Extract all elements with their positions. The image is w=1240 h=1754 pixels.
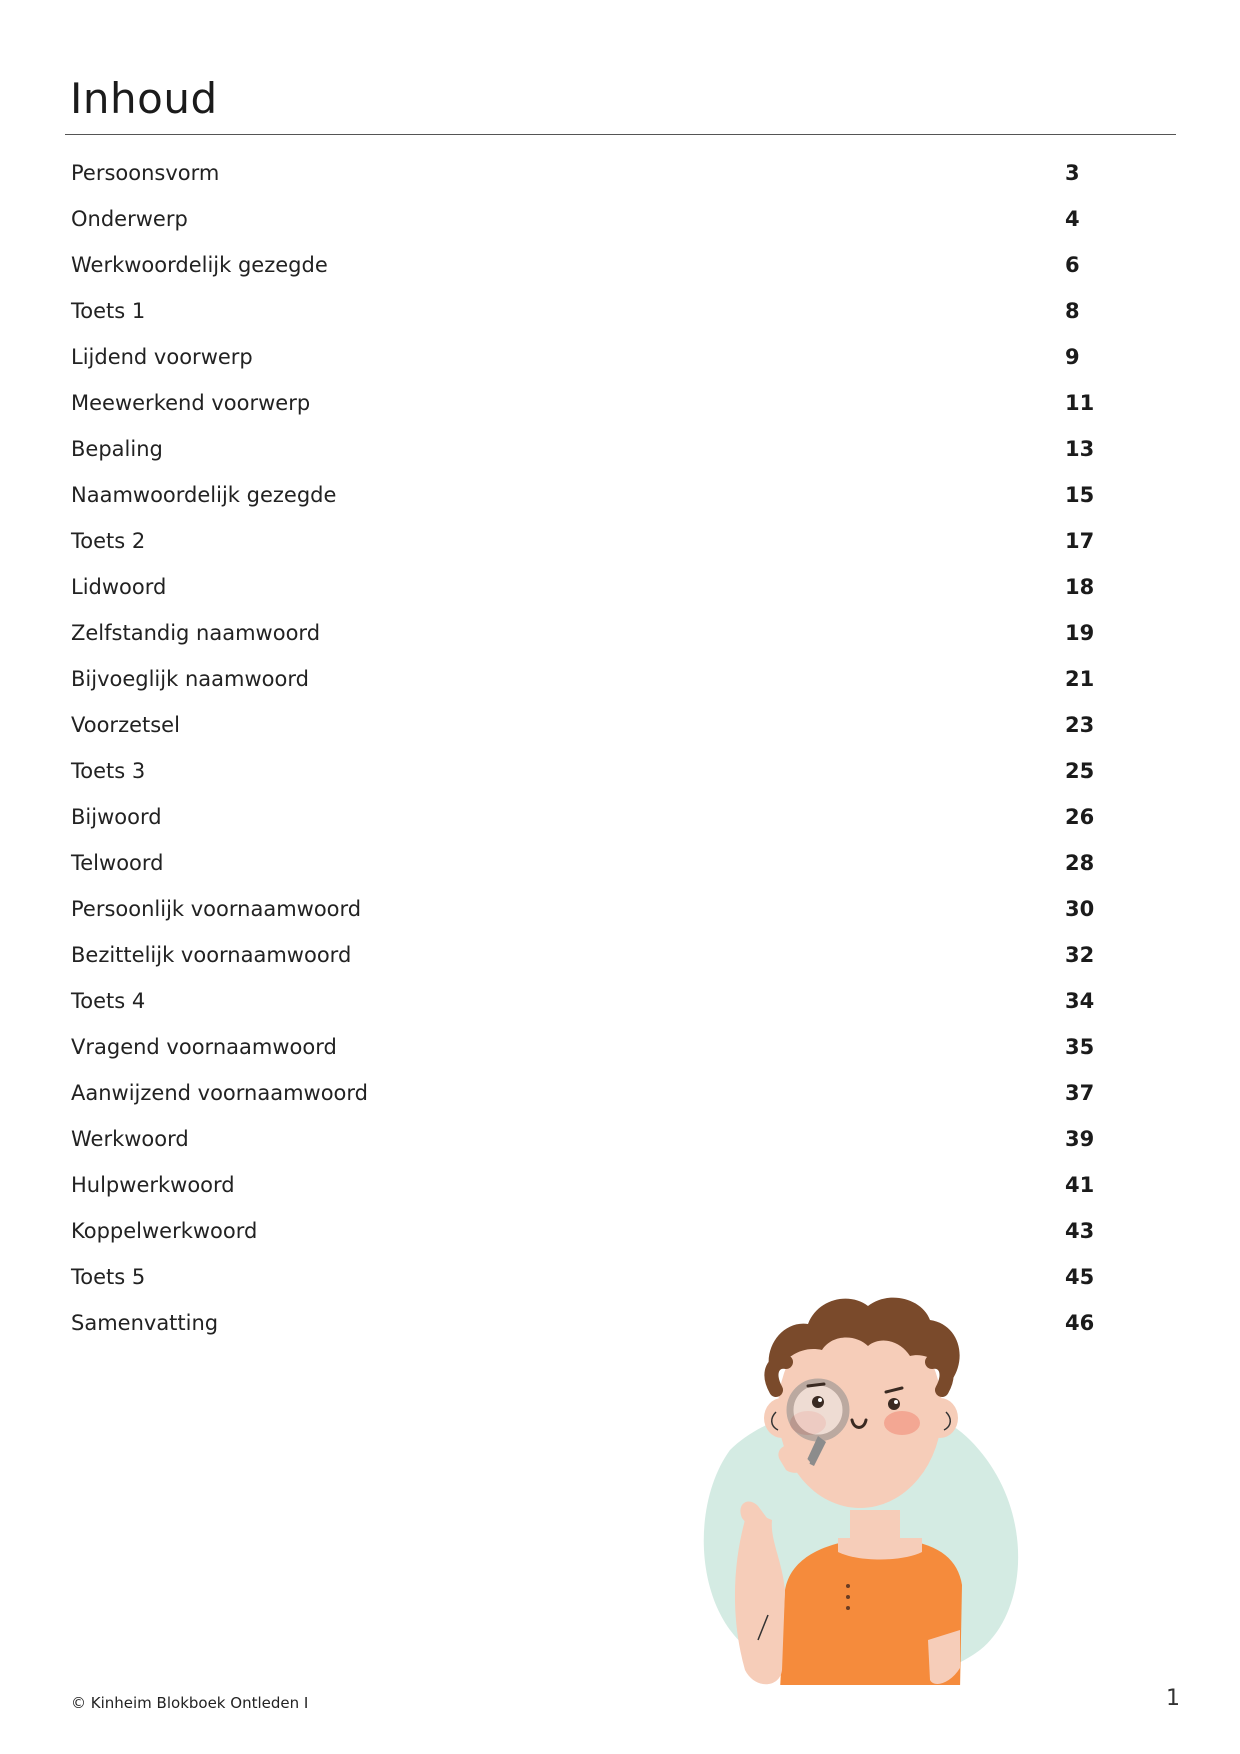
toc-entry-page-number: 43 xyxy=(1065,1219,1095,1243)
toc-entry-title: Bijvoeglijk naamwoord xyxy=(71,667,309,691)
toc-entry-page-number: 37 xyxy=(1065,1081,1095,1105)
toc-entry xyxy=(71,840,1111,886)
toc-entry-title: Toets 4 xyxy=(71,989,146,1013)
page-title: Inhoud xyxy=(70,74,218,123)
toc-entry xyxy=(71,1116,1111,1162)
toc-entry-title: Bijwoord xyxy=(71,805,162,829)
toc-entry-title: Aanwijzend voornaamwoord xyxy=(71,1081,369,1105)
toc-entry-title: Bezittelijk voornaamwoord xyxy=(71,943,352,967)
toc-entry-page-number: 30 xyxy=(1065,897,1095,921)
toc-entry-title: Vragend voornaamwoord xyxy=(71,1035,337,1059)
toc-entry-title: Lidwoord xyxy=(71,575,167,599)
toc-entry xyxy=(71,196,1111,242)
toc-entry-page-number: 21 xyxy=(1065,667,1095,691)
toc-entry-page-number: 3 xyxy=(1065,161,1080,185)
toc-entry-title: Persoonlijk voornaamwoord xyxy=(71,897,362,921)
toc-entry xyxy=(71,886,1111,932)
toc-entry-page-number: 4 xyxy=(1065,207,1080,231)
toc-entry-title: Zelfstandig naamwoord xyxy=(71,621,321,645)
toc-entry-title: Voorzetsel xyxy=(71,713,180,737)
toc-entry-page-number: 46 xyxy=(1065,1311,1095,1335)
page-number: 1 xyxy=(1166,1686,1180,1711)
toc-entry-page-number: 13 xyxy=(1065,437,1095,461)
toc-entry-page-number: 45 xyxy=(1065,1265,1095,1289)
toc-entry-title: Naamwoordelijk gezegde xyxy=(71,483,337,507)
toc-entry-page-number: 25 xyxy=(1065,759,1095,783)
toc-entry xyxy=(71,1162,1111,1208)
toc-entry xyxy=(71,1024,1111,1070)
toc-entry-title: Werkwoord xyxy=(71,1127,189,1151)
toc-entry-page-number: 8 xyxy=(1065,299,1080,323)
toc-entry xyxy=(71,1208,1111,1254)
toc-entry-title: Onderwerp xyxy=(71,207,188,231)
toc-entry xyxy=(71,702,1111,748)
toc-entry xyxy=(71,426,1111,472)
toc-entry-title: Bepaling xyxy=(71,437,163,461)
toc-entry xyxy=(71,1070,1111,1116)
toc-entry-page-number: 34 xyxy=(1065,989,1095,1013)
toc-entry xyxy=(71,242,1111,288)
toc-entry-page-number: 17 xyxy=(1065,529,1095,553)
toc-entry-page-number: 35 xyxy=(1065,1035,1095,1059)
toc-entry-page-number: 39 xyxy=(1065,1127,1095,1151)
toc-entry xyxy=(71,288,1111,334)
toc-entry-page-number: 15 xyxy=(1065,483,1095,507)
toc-entry-title: Toets 2 xyxy=(71,529,146,553)
toc-entry xyxy=(71,564,1111,610)
toc-entry-page-number: 18 xyxy=(1065,575,1095,599)
toc-entry-page-number: 28 xyxy=(1065,851,1095,875)
toc-entry-page-number: 41 xyxy=(1065,1173,1095,1197)
toc-entry-page-number: 23 xyxy=(1065,713,1095,737)
toc-entry-title: Koppelwerkwoord xyxy=(71,1219,258,1243)
toc-entry xyxy=(71,794,1111,840)
table-of-contents xyxy=(71,150,1111,1346)
toc-entry-title: Werkwoordelijk gezegde xyxy=(71,253,328,277)
toc-entry xyxy=(71,610,1111,656)
toc-entry xyxy=(71,978,1111,1024)
toc-entry xyxy=(71,150,1111,196)
toc-entry-title: Lijdend voorwerp xyxy=(71,345,253,369)
toc-entry-title: Toets 3 xyxy=(71,759,146,783)
toc-entry-title: Toets 1 xyxy=(71,299,146,323)
toc-entry xyxy=(71,472,1111,518)
toc-entry-title: Persoonsvorm xyxy=(71,161,220,185)
toc-entry-page-number: 26 xyxy=(1065,805,1095,829)
toc-entry-title: Meewerkend voorwerp xyxy=(71,391,311,415)
toc-entry xyxy=(71,518,1111,564)
copyright-footer: © Kinheim Blokboek Ontleden I xyxy=(71,1694,309,1712)
toc-entry-page-number: 32 xyxy=(1065,943,1095,967)
toc-entry-page-number: 9 xyxy=(1065,345,1080,369)
toc-entry xyxy=(71,932,1111,978)
toc-entry-page-number: 11 xyxy=(1065,391,1095,415)
boy-with-magnifying-glass-illustration xyxy=(690,1290,1030,1685)
toc-entry-title: Telwoord xyxy=(71,851,164,875)
toc-entry-page-number: 19 xyxy=(1065,621,1095,645)
toc-entry-title: Hulpwerkwoord xyxy=(71,1173,235,1197)
toc-entry xyxy=(71,656,1111,702)
toc-entry xyxy=(71,334,1111,380)
toc-entry-page-number: 6 xyxy=(1065,253,1080,277)
toc-entry-title: Toets 5 xyxy=(71,1265,146,1289)
toc-entry xyxy=(71,380,1111,426)
toc-entry xyxy=(71,748,1111,794)
title-divider xyxy=(65,134,1176,135)
toc-entry-title: Samenvatting xyxy=(71,1311,219,1335)
